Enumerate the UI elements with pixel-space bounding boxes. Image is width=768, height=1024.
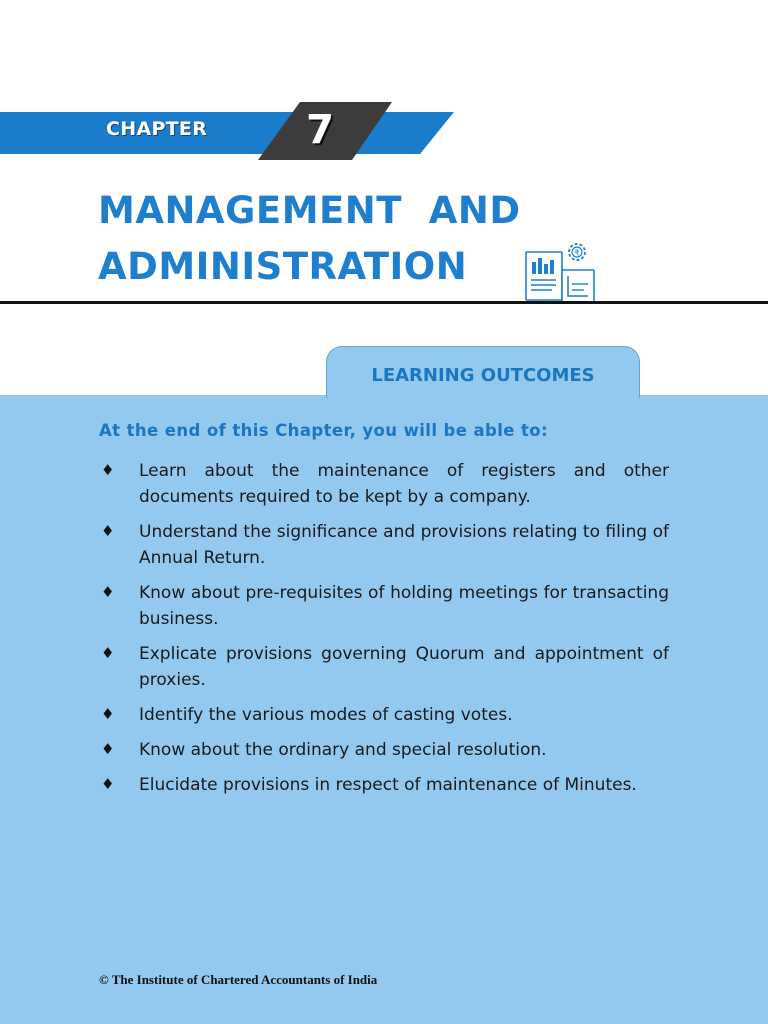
- list-item-text: Explicate provisions governing Quorum and appointment of proxies.: [139, 644, 669, 690]
- list-item: [0, 772, 768, 798]
- bullet-diamond-icon: ♦: [101, 644, 115, 662]
- learning-outcomes-intro: At the end of this Chapter, you will be able to:: [99, 421, 549, 440]
- learning-outcomes-list: [0, 458, 768, 807]
- svg-text:₹: ₹: [574, 248, 580, 258]
- title-line-1: MANAGEMENT AND: [98, 189, 521, 232]
- title-line-2: ADMINISTRATION: [98, 245, 468, 288]
- learning-outcomes-tab: [326, 346, 640, 398]
- title-divider: [0, 301, 768, 304]
- list-item-text: Know about the ordinary and special resolution.: [139, 740, 547, 760]
- chapter-number: 7: [306, 107, 334, 153]
- bullet-diamond-icon: ♦: [101, 775, 115, 793]
- list-item-text: Know about pre-requisites of holding meetings for transacting business.: [139, 583, 669, 629]
- list-item-text: Learn about the maintenance of registers and other documents required to be kept by a company.: [139, 461, 669, 507]
- bullet-diamond-icon: ♦: [101, 461, 115, 479]
- bullet-diamond-icon: ♦: [101, 705, 115, 723]
- list-item: [0, 702, 768, 728]
- chapter-banner: [0, 100, 470, 164]
- learning-outcomes-heading: LEARNING OUTCOMES: [371, 365, 595, 386]
- documents-and-rupee-gear-icon: [522, 240, 598, 308]
- list-item: [0, 737, 768, 763]
- page-title: [98, 183, 528, 295]
- list-item: [0, 458, 768, 510]
- copyright-footer: © The Institute of Chartered Accountants of India: [99, 972, 378, 987]
- chapter-banner-shape: [0, 100, 470, 164]
- list-item: [0, 641, 768, 693]
- list-item-text: Understand the significance and provisions relating to filing of Annual Return.: [139, 522, 669, 568]
- bullet-diamond-icon: ♦: [101, 740, 115, 758]
- chapter-label: CHAPTER: [106, 118, 208, 140]
- list-item: [0, 580, 768, 632]
- bullet-diamond-icon: ♦: [101, 583, 115, 601]
- list-item-text: Identify the various modes of casting votes.: [139, 705, 513, 725]
- bullet-diamond-icon: ♦: [101, 522, 115, 540]
- list-item: [0, 519, 768, 571]
- list-item-text: Elucidate provisions in respect of maintenance of Minutes.: [139, 775, 637, 795]
